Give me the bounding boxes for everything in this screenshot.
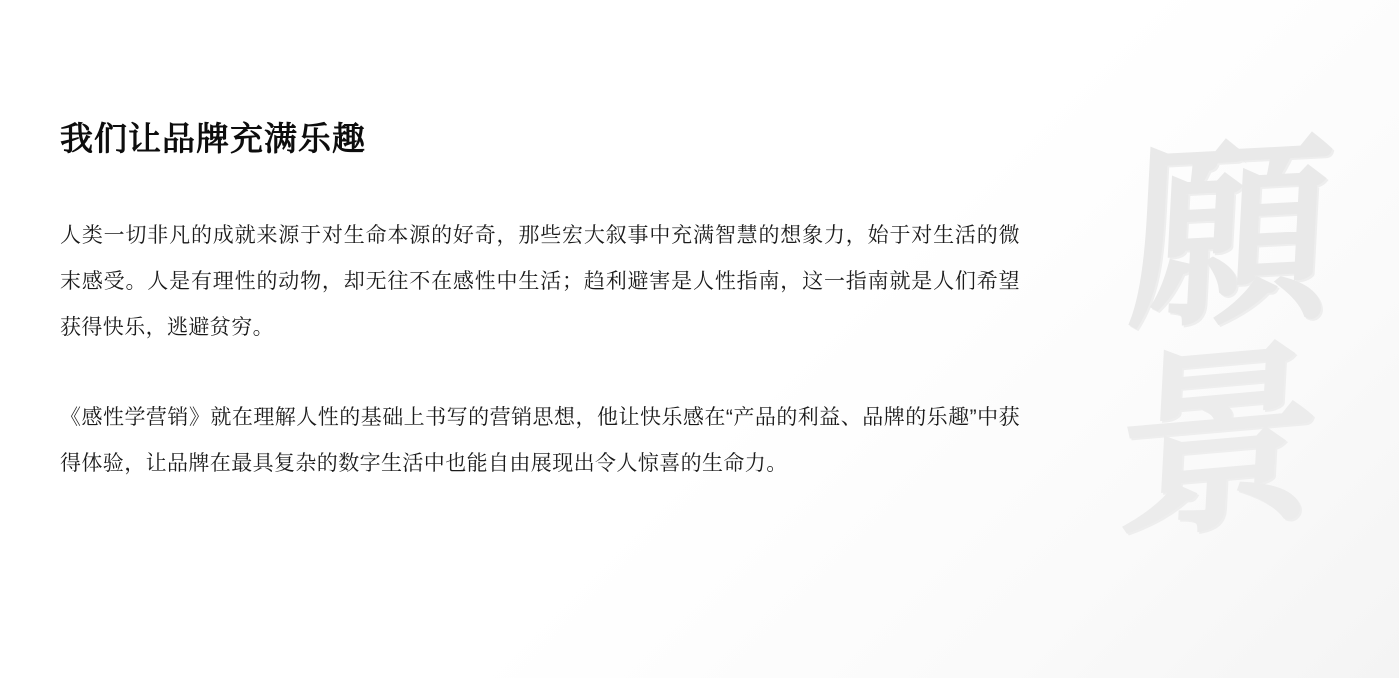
watermark-character-2: 景	[1111, 316, 1326, 569]
watermark-character-1: 願	[1124, 112, 1338, 359]
calligraphy-watermark	[1081, 0, 1381, 678]
body-paragraph-1: 人类一切非凡的成就来源于对生命本源的好奇，那些宏大叙事中充满智慧的想象力，始于对生活的微末感受。人是有理性的动物，却无往不在感性中生活；趋利避害是人性指南，这一指南就是人们希望获得快乐，逃避贫穷。	[60, 223, 1020, 339]
page-title: 我们让品牌充满乐趣	[60, 120, 366, 157]
body-paragraph-2: 《感性学营销》就在理解人性的基础上书写的营销思想，他让快乐感在“产品的利益、品牌的乐趣”中获得体验，让品牌在最具复杂的数字生活中也能自由展现出令人惊喜的生命力。	[60, 405, 1020, 475]
content-block	[60, 118, 1020, 487]
